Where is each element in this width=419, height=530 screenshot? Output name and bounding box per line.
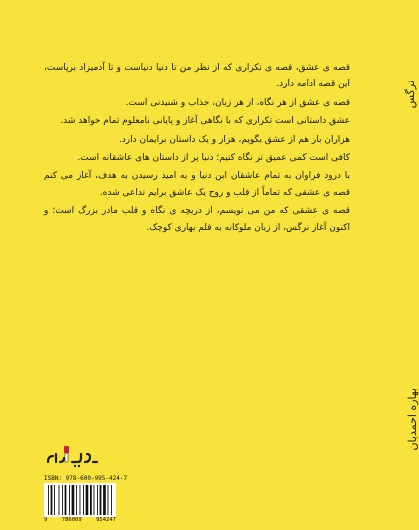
- blurb-paragraph: هزاران بار هم از عشق بگویم، هزار و یک داستان برایمان دارد.: [118, 134, 350, 145]
- barcode-digit-group: 954247: [96, 517, 116, 523]
- barcode-digit-group: 9: [44, 517, 48, 523]
- spine-author: بهاره احمدیان: [406, 388, 419, 451]
- isbn-label: ISBN: 978-600-995-424-7: [44, 475, 128, 482]
- barcode-digit-group: 786009: [61, 517, 82, 523]
- blurb-paragraph: قصه ی عشق، قصه ی تکراری که از نظر من تا دنیا دنیاست و تا آدمیزاد برپاست، این قصه ادامه دارد.: [44, 63, 350, 90]
- blurb-paragraph: قصه ی عشق از هر نگاه، از هر زبان، جذاب و شنیدنی است.: [125, 97, 350, 108]
- publisher-logo: [44, 444, 100, 470]
- spine-title: نرگس: [404, 80, 417, 109]
- blurb-paragraph: کافی است کمی عمیق تر نگاه کنیم؛ دنیا پر از داستان های عاشقانه است.: [77, 153, 350, 164]
- barcode: [44, 483, 116, 517]
- blurb-paragraph: قصه ی عشقی که من می نویسم، از دریچه ی نگاه و قلب مادر بزرگ است؛ و اکنون آغاز نرگس، از زبان ملوکانه به قلم بهاری کوچک.: [44, 206, 350, 233]
- blurb-paragraph: عشق داستانی است تکراری که با نگاهی آغاز و پایانی نامعلوم تمام خواهد شد.: [60, 116, 350, 127]
- barcode-digits: [44, 517, 116, 523]
- logo-flame-icon: [64, 446, 69, 453]
- blurb-paragraph: با درود فراوان به تمام عاشقان این دنیا و به امید رسیدن به هدف، آغاز می کنم قصه ی عشقی که تماماً از قلب و روح یک عاشق برایم تداعی شده.: [44, 171, 350, 198]
- blurb: [44, 60, 350, 238]
